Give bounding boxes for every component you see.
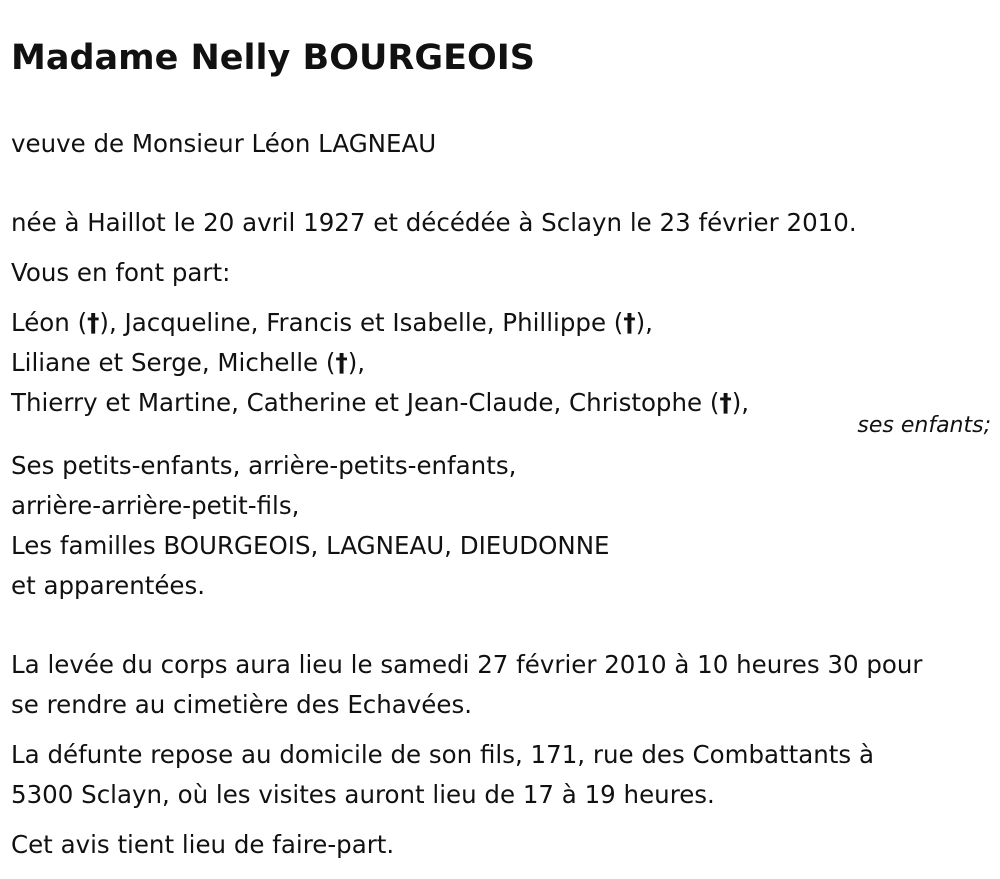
children-line-1-part-b: ), Jacqueline, Francis et Isabelle, Phillippe ( <box>99 308 624 337</box>
family-line: Les familles BOURGEOIS, LAGNEAU, DIEUDONNE <box>11 531 610 560</box>
family-line: Ses petits-enfants, arrière-petits-enfants, <box>11 451 517 480</box>
closing-line: Cet avis tient lieu de faire-part. <box>11 830 395 859</box>
children-role-label: ses enfants; <box>857 413 991 438</box>
cross-icon: † <box>719 388 732 417</box>
children-line-2 <box>11 343 365 383</box>
children-line-3 <box>11 383 749 423</box>
page-title: Madame Nelly BOURGEOIS <box>11 38 535 78</box>
funeral-line: La levée du corps aura lieu le samedi 27 février 2010 à 10 heures 30 pour <box>11 650 923 679</box>
cross-icon: † <box>87 308 100 337</box>
announce-line: Vous en font part: <box>11 258 231 287</box>
family-line: arrière-arrière-petit-fils, <box>11 491 300 520</box>
rest-line: La défunte repose au domicile de son fils, 171, rue des Combattants à <box>11 740 874 769</box>
children-line-1-part-a: Léon ( <box>11 308 88 337</box>
widow-of-line: veuve de Monsieur Léon LAGNEAU <box>11 129 437 158</box>
cross-icon: † <box>335 348 348 377</box>
children-line-2-part-b: ), <box>347 348 366 377</box>
cross-icon: † <box>623 308 636 337</box>
family-line: et apparentées. <box>11 571 206 600</box>
birth-death-line: née à Haillot le 20 avril 1927 et décédée à Sclayn le 23 février 2010. <box>11 208 857 237</box>
children-line-2-part-a: Liliane et Serge, Michelle ( <box>11 348 336 377</box>
rest-line: 5300 Sclayn, où les visites auront lieu de 17 à 19 heures. <box>11 780 715 809</box>
children-line-1 <box>11 303 653 343</box>
children-line-3-part-b: ), <box>731 388 750 417</box>
children-line-3-part-a: Thierry et Martine, Catherine et Jean-Claude, Christophe ( <box>11 388 720 417</box>
funeral-line: se rendre au cimetière des Echavées. <box>11 690 473 719</box>
children-line-1-part-c: ), <box>635 308 653 337</box>
